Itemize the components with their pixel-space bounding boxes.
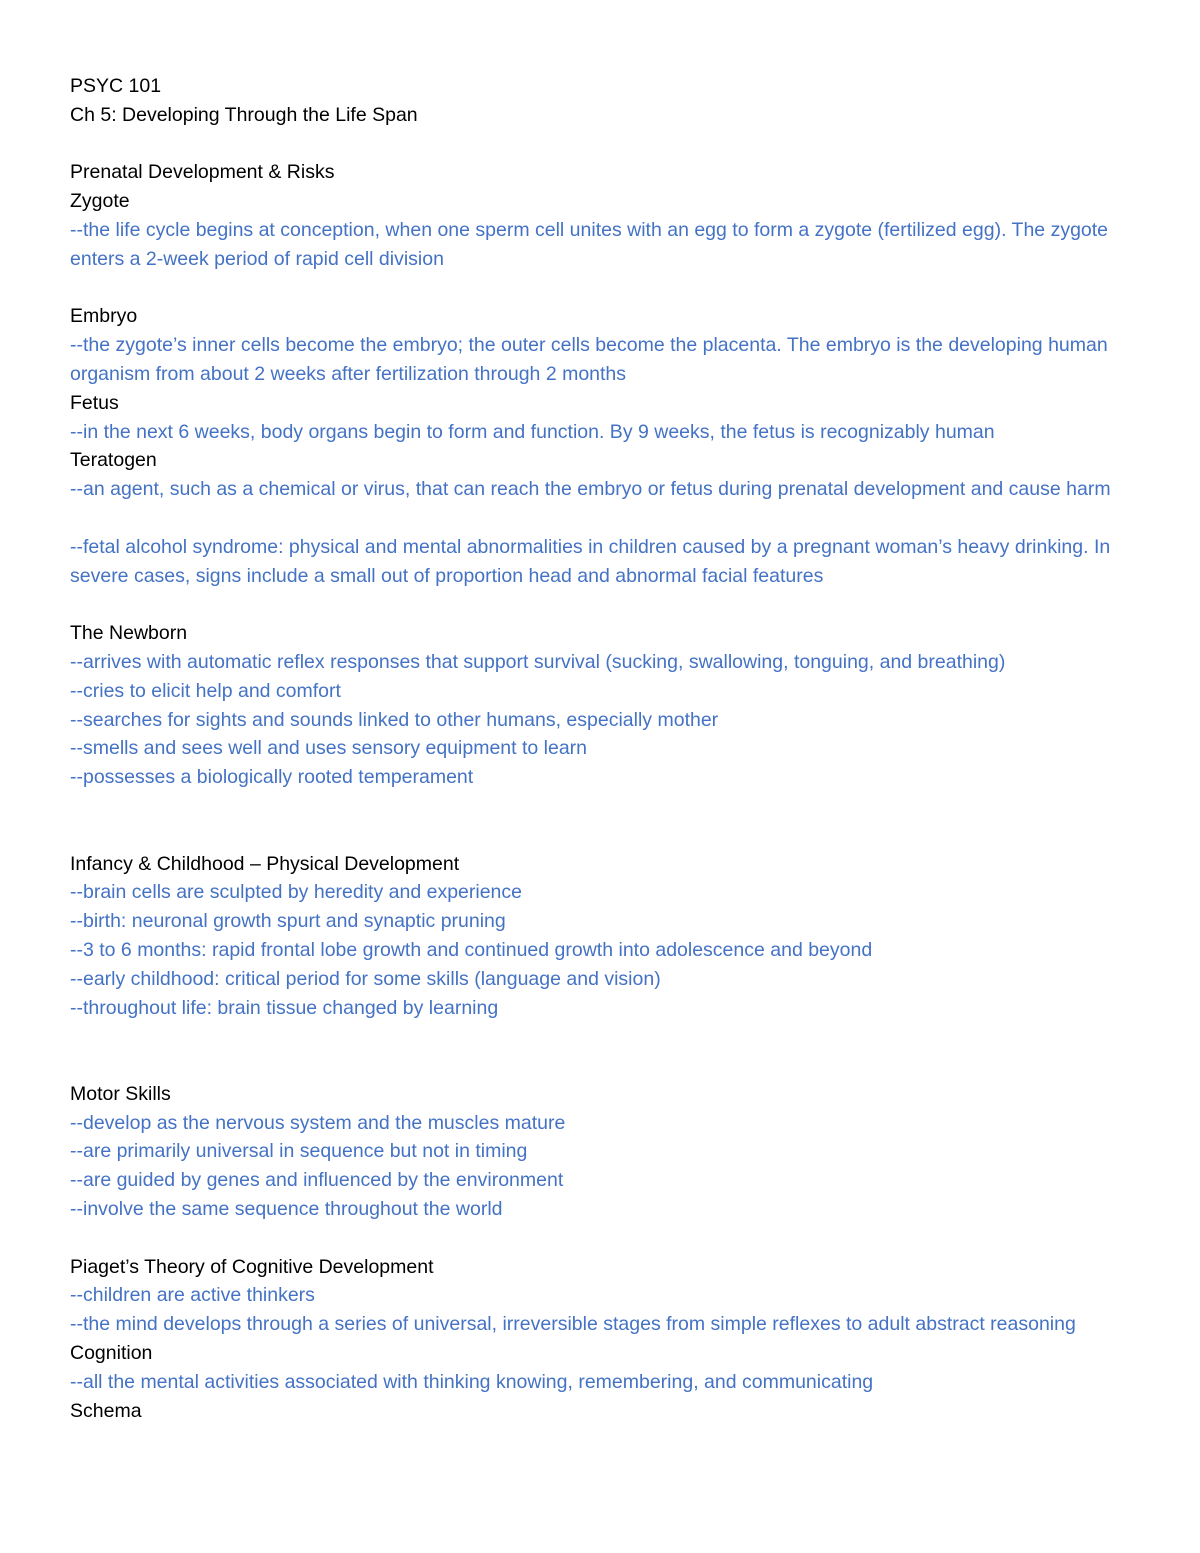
blank-line bbox=[70, 1224, 1140, 1253]
section-heading: Prenatal Development & Risks bbox=[70, 161, 335, 184]
section-heading: Piaget’s Theory of Cognitive Development bbox=[70, 1255, 434, 1278]
section-heading: Motor Skills bbox=[70, 1082, 171, 1105]
document-page bbox=[70, 72, 1140, 1425]
note-text: --searches for sights and sounds linked to other humans, especially mother bbox=[70, 708, 719, 731]
note-text: --the zygote’s inner cells become the embryo; the outer cells become the placenta. The embryo is the developing human organism from about 2 weeks after fertilization through 2 months bbox=[70, 334, 1114, 385]
blank-line bbox=[70, 821, 1140, 850]
note-text: --are primarily universal in sequence but not in timing bbox=[70, 1140, 528, 1163]
note-text: --develop as the nervous system and the muscles mature bbox=[70, 1111, 566, 1134]
note-text: --3 to 6 months: rapid frontal lobe growth and continued growth into adolescence and beyond bbox=[70, 938, 873, 961]
blank-line bbox=[70, 130, 1140, 159]
section-heading: Zygote bbox=[70, 190, 130, 213]
note-text: --an agent, such as a chemical or virus, that can reach the embryo or fetus during prenatal development and cause harm bbox=[70, 478, 1111, 501]
section-heading: Teratogen bbox=[70, 449, 157, 472]
blank-line bbox=[70, 792, 1140, 821]
section-heading: Embryo bbox=[70, 305, 138, 328]
section-heading: Fetus bbox=[70, 391, 119, 414]
section-heading: Cognition bbox=[70, 1342, 153, 1365]
note-text: --the life cycle begins at conception, when one sperm cell unites with an egg to form a zygote (fertilized egg). The zygote enters a 2-week period of rapid cell division bbox=[70, 218, 1114, 270]
blank-line bbox=[70, 1022, 1140, 1051]
note-text: --possesses a biologically rooted temperament bbox=[70, 766, 474, 789]
note-text: --brain cells are sculpted by heredity and experience bbox=[70, 881, 522, 904]
note-text: --the mind develops through a series of universal, irreversible stages from simple reflexes to adult abstract reasoning bbox=[70, 1313, 1076, 1336]
note-text: --involve the same sequence throughout the world bbox=[70, 1198, 503, 1221]
note-text: --early childhood: critical period for some skills (language and vision) bbox=[70, 967, 661, 990]
blank-line bbox=[70, 590, 1140, 619]
blank-line bbox=[70, 274, 1140, 303]
note-text: --smells and sees well and uses sensory equipment to learn bbox=[70, 737, 588, 760]
section-heading: Infancy & Childhood – Physical Development bbox=[70, 852, 460, 875]
blank-line bbox=[70, 504, 1140, 533]
document-title: Ch 5: Developing Through the Life Span bbox=[70, 103, 418, 126]
note-text: --cries to elicit help and comfort bbox=[70, 679, 341, 702]
note-text: --children are active thinkers bbox=[70, 1284, 315, 1307]
note-text: --in the next 6 weeks, body organs begin to form and function. By 9 weeks, the fetus is recognizably human bbox=[70, 420, 995, 443]
note-text: --fetal alcohol syndrome: physical and mental abnormalities in children caused by a pregnant woman’s heavy drinking. In severe cases, signs include a small out of proportion head and abnormal facial features bbox=[70, 535, 1116, 587]
section-heading: The Newborn bbox=[70, 622, 188, 645]
section-heading: Schema bbox=[70, 1399, 142, 1422]
note-text: --throughout life: brain tissue changed by learning bbox=[70, 996, 499, 1019]
document-title: PSYC 101 bbox=[70, 75, 162, 97]
blank-line bbox=[70, 1051, 1140, 1080]
note-text: --are guided by genes and influenced by the environment bbox=[70, 1169, 564, 1192]
note-text: --arrives with automatic reflex responses that support survival (sucking, swallowing, tonguing, and breathing) bbox=[70, 650, 1006, 673]
note-text: --all the mental activities associated with thinking knowing, remembering, and communicating bbox=[70, 1370, 874, 1393]
note-text: --birth: neuronal growth spurt and synaptic pruning bbox=[70, 910, 506, 933]
